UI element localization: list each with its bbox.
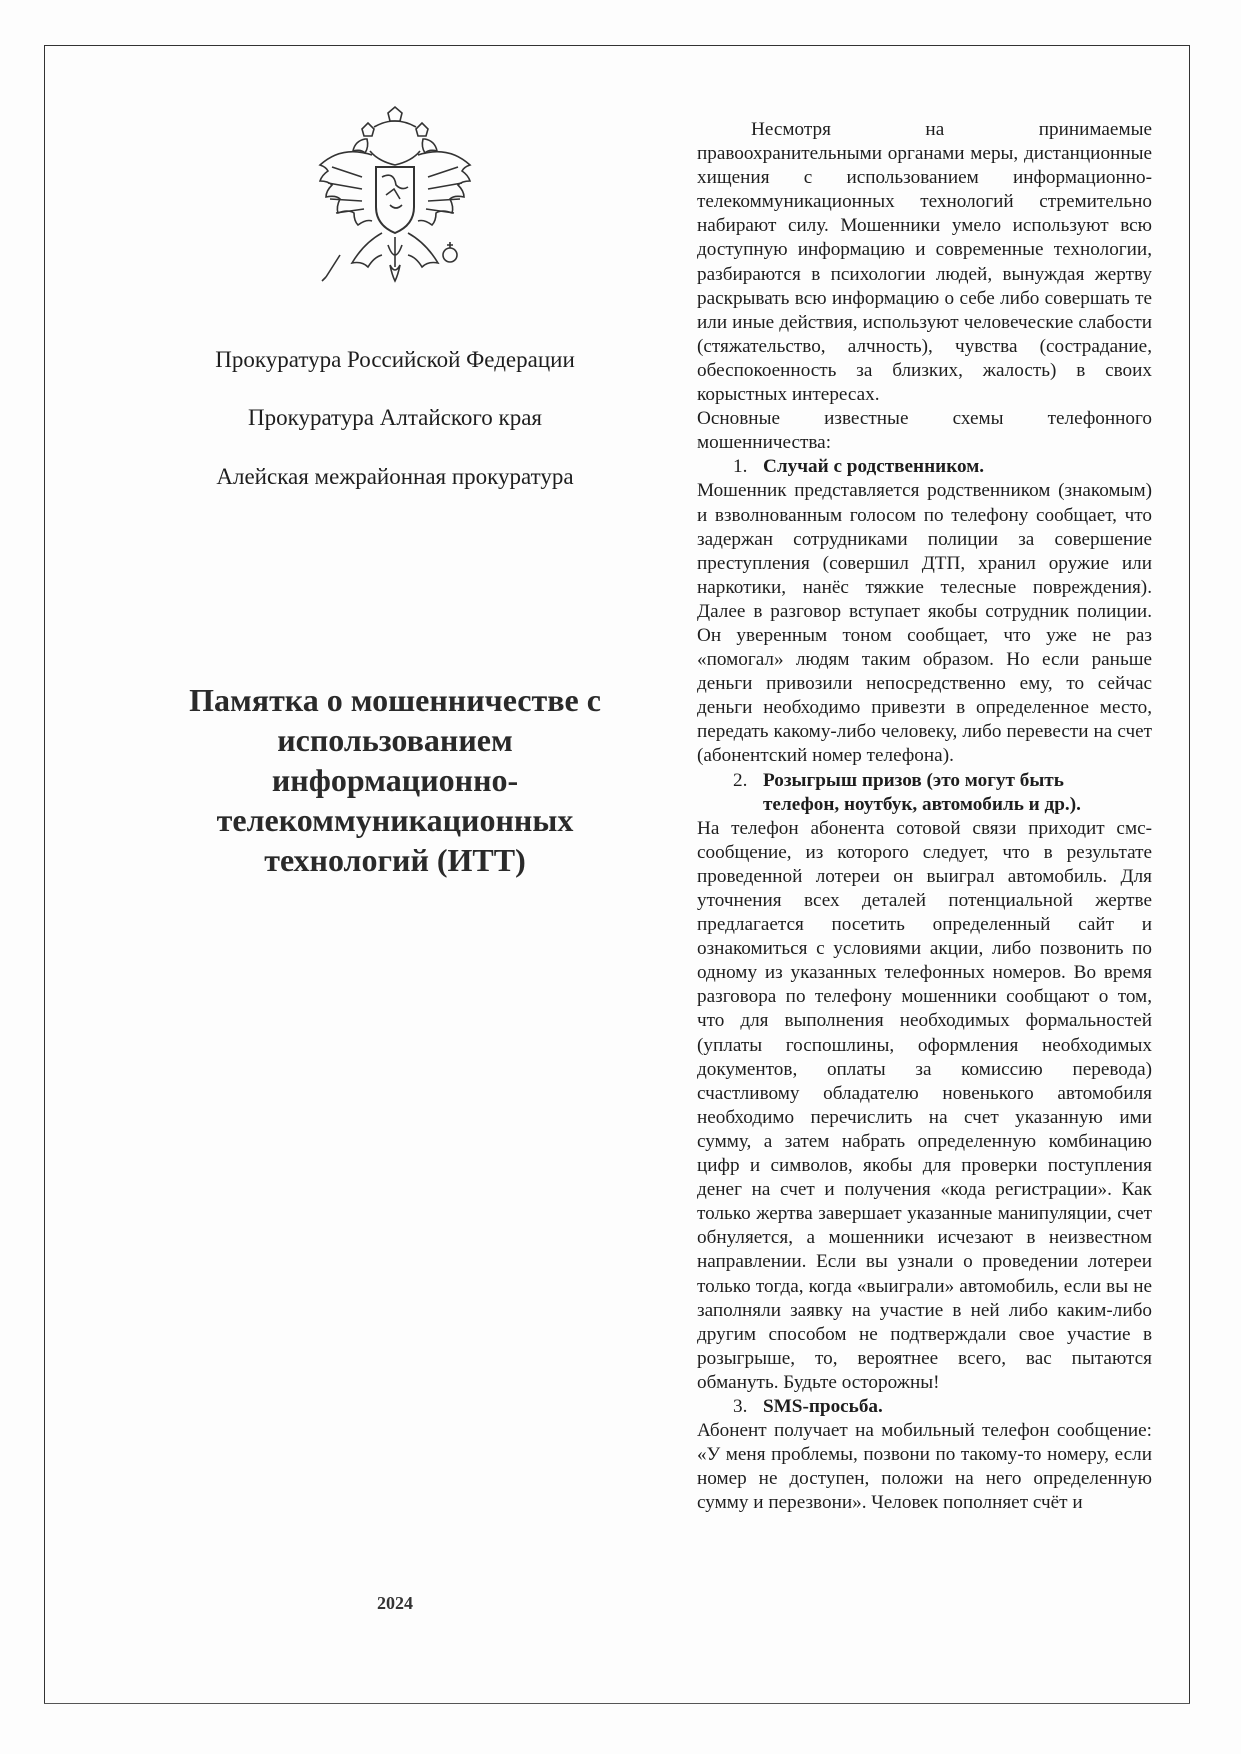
memo-title-line: технологий (ИТТ) xyxy=(264,842,526,878)
memo-title-line: использованием xyxy=(277,722,513,758)
org-line-prosecutor-rf: Прокуратура Российской Федерации xyxy=(215,347,575,372)
scheme-item-3-text: Абонент получает на мобильный телефон сообщение: «У меня проблемы, позвони по такому-то номеру, если номер не доступен, положи на него определенную сумму и перезвони». Человек пополняет счёт и xyxy=(697,1420,1152,1514)
memo-title-line: телекоммуникационных xyxy=(216,802,574,838)
body-text-column xyxy=(697,118,1152,1515)
scheme-title: Розыгрыш призов (это могут быть xyxy=(763,769,1064,791)
schemes-intro-paragraph: Основные известные схемы телефонного мошенничества: xyxy=(697,408,1152,454)
scheme-item-3-heading xyxy=(697,1395,1152,1419)
org-line-aleysk-prosecutor: Алейская межрайонная прокуратура xyxy=(216,464,574,489)
memo-title xyxy=(150,680,640,880)
double-headed-eagle-emblem xyxy=(310,105,480,290)
scheme-title: Случай с родственником. xyxy=(763,456,985,478)
list-number: 1. xyxy=(733,456,748,478)
intro-paragraph: Несмотря на принимаемые правоохранительными органами меры, дистанционные хищения с использованием информационно-телекоммуникационных технологий стремительно набирают силу. Мошенники умело используют всю доступную информацию и современные технологии, разбираются в психологии людей, вынуждая жертву раскрывать всю информацию о себе либо совершать те или иные действия, используют человеческие слабости (стяжательство, алчность), чувства (сострадание, обеспокоенность за близких, жалость) в своих корыстных интересах. xyxy=(697,119,1152,406)
cover-column xyxy=(150,105,640,1613)
memo-title-line: информационно- xyxy=(271,762,519,798)
scheme-item-2-text: На телефон абонента сотовой связи приходит смс-сообщение, из которого следует, что в результате проведенной лотереи он выиграл автомобиль. Для уточнения всех деталей потенциальной жертве предлагается посетить определенный сайт и ознакомиться с условиями акции, либо позвонить по одному из указанных телефонных номеров. Во время разговора по телефону мошенники сообщают о том, что для выполнения необходимых формальностей (уплаты госпошлины, оформления необходимых документов, оплаты за комиссию перевода) счастливому обладателю новенького автомобиля необходимо перечислить на счет указанную ими сумму, а затем набрать определенную комбинацию цифр и символов, якобы для проверки поступления денег на счет и получения «кода регистрации». Как только жертва завершает указанные манипуляции, счет обнуляется, а мошенники исчезают в неизвестном направлении. Если вы узнали о проведении лотереи только тогда, когда «выиграли» автомобиль, если вы не заполняли заявку на участие в ней либо каким-либо другим способом не подтверждали свое участие в розыгрыше, то, вероятнее всего, вас пытаются обмануть. Будьте осторожны! xyxy=(697,817,1152,1393)
list-number: 3. xyxy=(733,1395,748,1417)
scheme-title: SMS-просьба. xyxy=(763,1395,883,1417)
memo-title-line: Памятка о мошенничестве с xyxy=(189,682,601,718)
list-number: 2. xyxy=(733,769,748,791)
year-label: 2024 xyxy=(377,1593,413,1613)
org-line-prosecutor-altai: Прокуратура Алтайского края xyxy=(247,405,542,430)
scheme-title-continuation: телефон, ноутбук, автомобиль и др.). xyxy=(763,793,1081,815)
scheme-item-1-heading xyxy=(697,455,1152,479)
scheme-item-2-heading xyxy=(697,769,1152,817)
bottom-rule xyxy=(44,1703,1190,1704)
scheme-item-1-text: Мошенник представляется родственником (знакомым) и взволнованным голосом по телефону сообщает, что задержан сотрудниками полиции за совершение преступления (совершил ДТП, хранил оружие или наркотики, нанёс тяжкие телесные повреждения). Далее в разговор вступает якобы сотрудник полиции. Он уверенным тоном сообщает, что уже не раз «помогал» людям таким образом. Но если раньше деньги привозили непосредственно ему, то сейчас деньги необходимо привезти в определенное место, передать какому-либо человеку, либо перевести на счет (абонентский номер телефона). xyxy=(697,480,1152,767)
